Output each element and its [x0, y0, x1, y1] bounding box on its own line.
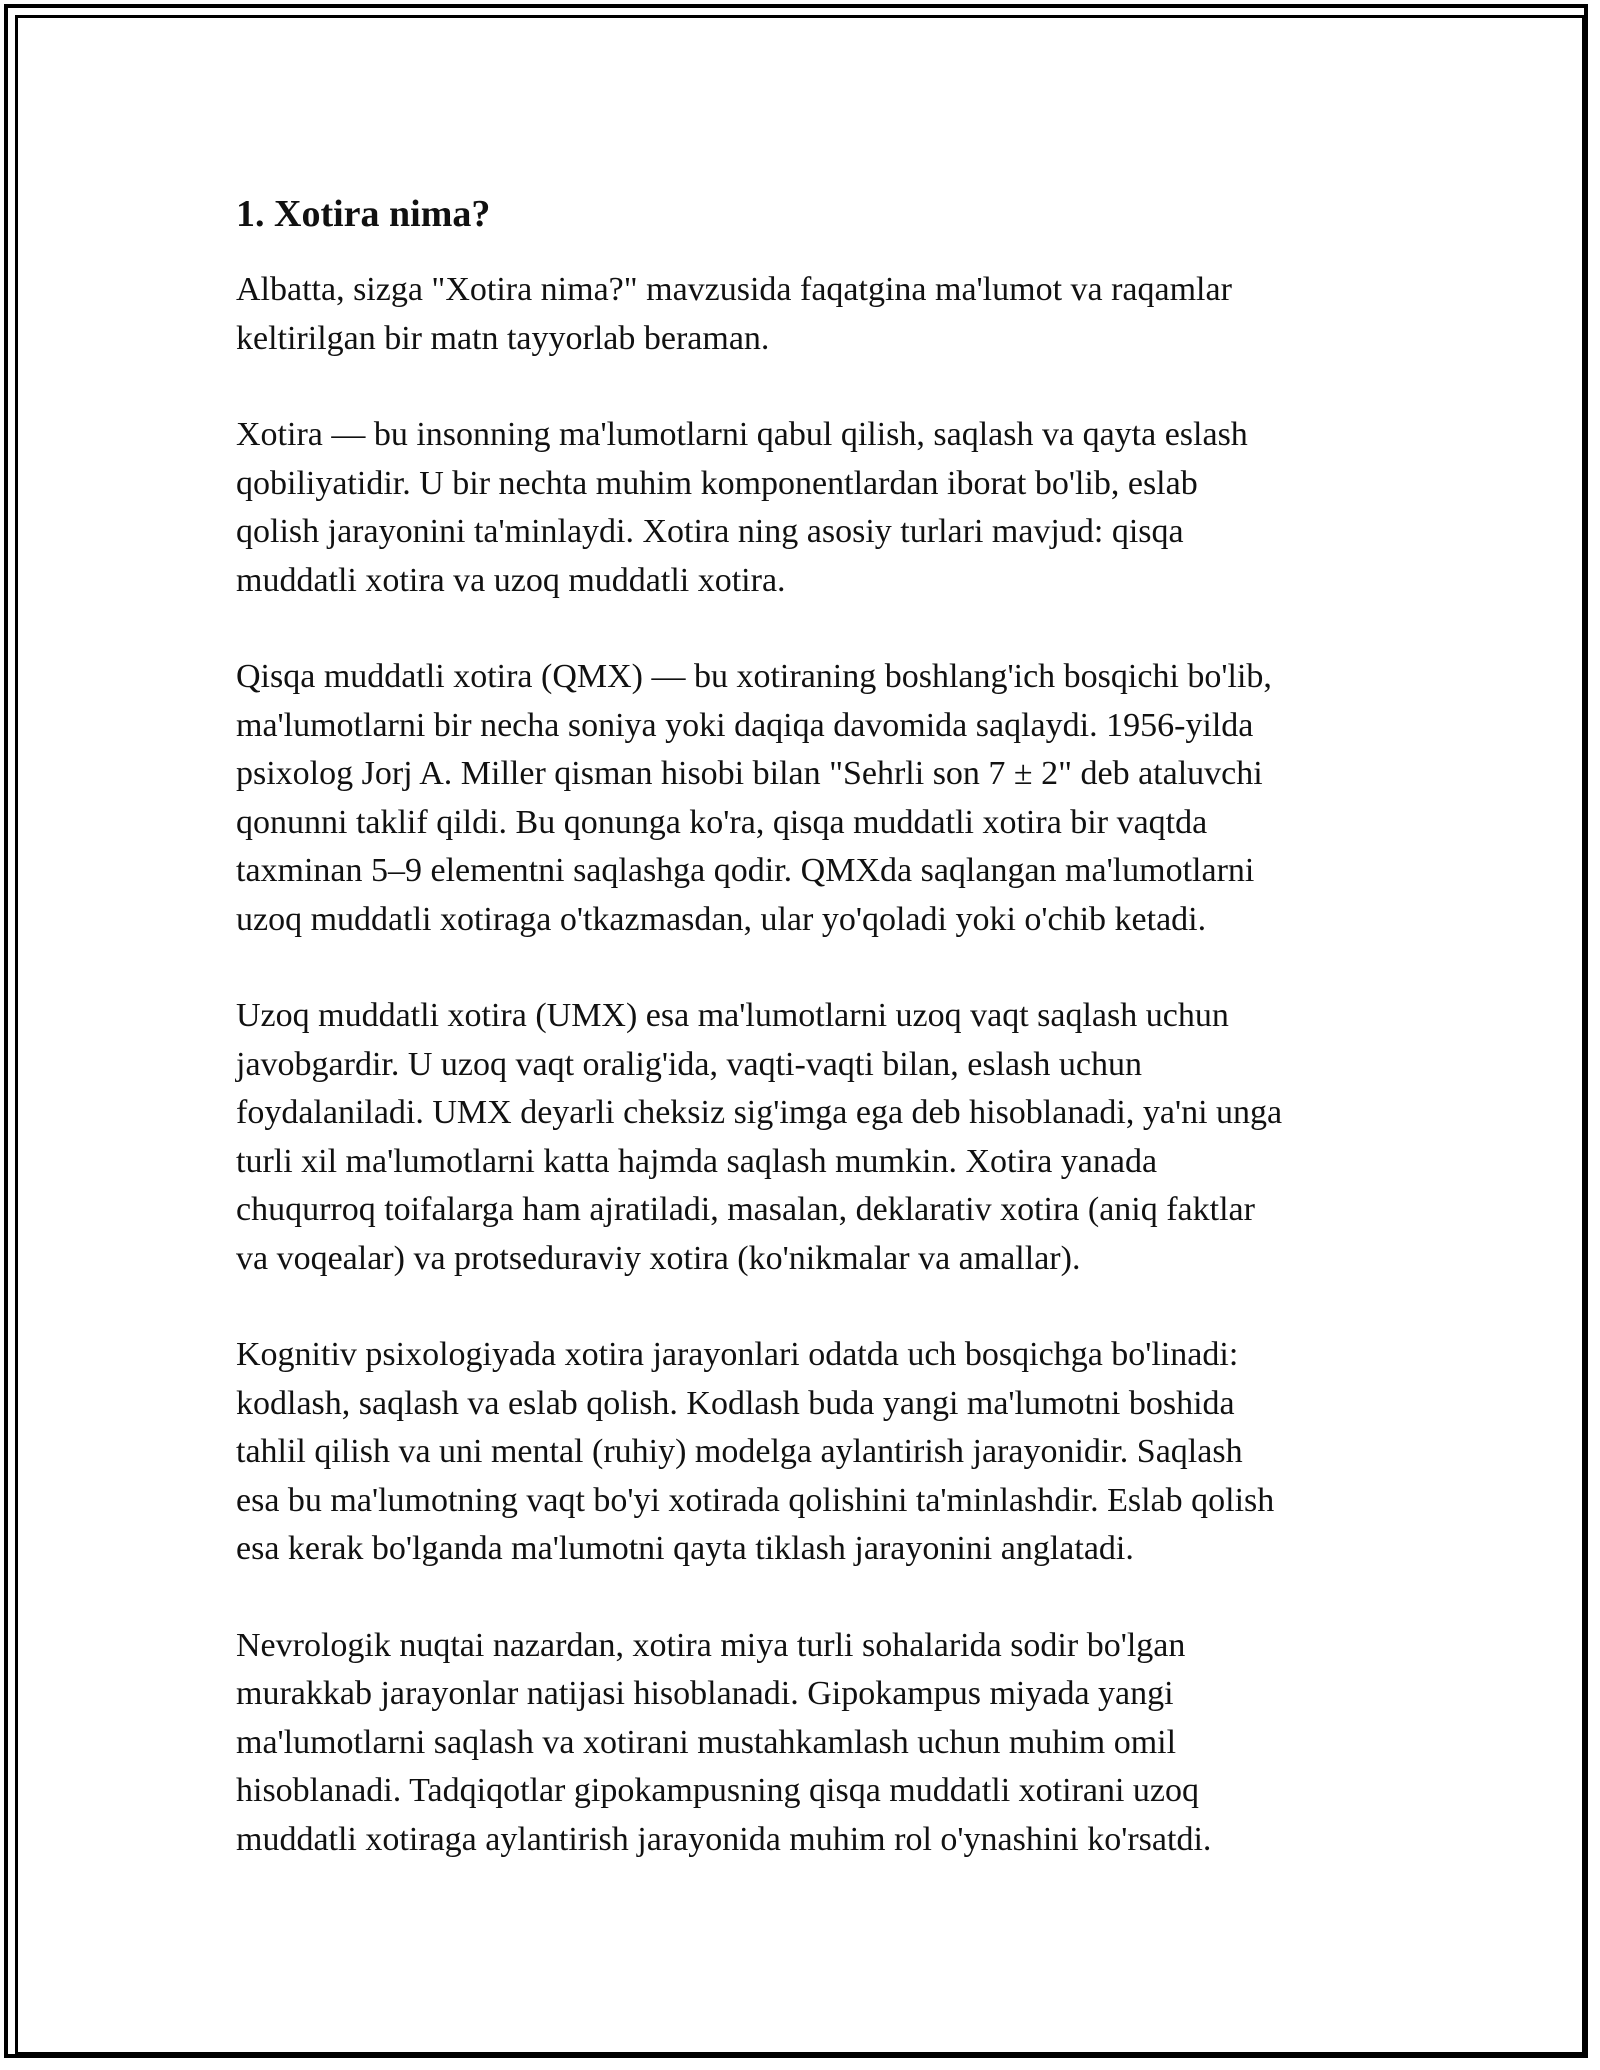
paragraph-definition: Xotira — bu insonning ma'lumotlarni qabul qilish, saqlash va qayta eslash qobiliyatidir. U bir nechta muhim komponentlardan iborat bo'lib, eslab qolish jarayonini ta'minlaydi. Xotira ning asosiy turlari mavjud: qisqa muddatli xotira va uzoq muddatli xotira.	[236, 416, 1248, 599]
paragraph-cognitive-stages: Kognitiv psixologiyada xotira jarayonlari odatda uch bosqichga bo'linadi: kodlash, saqlash va eslab qolish. Kodlash buda yangi ma'lumotni boshida tahlil qilish va uni mental (ruhiy) modelga aylantirish jarayonidir. Saqlash esa bu ma'lumotning vaqt bo'yi xotirada qolishini ta'minlashdir. Eslab qolish esa kerak bo'lganda ma'lumotni qayta tiklash jarayonini anglatadi.	[236, 1336, 1275, 1567]
document-title: 1. Xotira nima?	[236, 193, 491, 235]
paragraph-neurology: Nevrologik nuqtai nazardan, xotira miya turli sohalarida sodir bo'lgan murakkab jarayonlar natijasi hisoblanadi. Gipokampus miyada yangi ma'lumotlarni saqlash va xotirani mustahkamlash uchun muhim omil hisoblanadi. Tadqiqotlar gipokampusning qisqa muddatli xotirani uzoq muddatli xotiraga aylantirish jarayonida muhim rol o'ynashini ko'rsatdi.	[236, 1626, 1212, 1858]
paragraph-long-term-memory: Uzoq muddatli xotira (UMX) esa ma'lumotlarni uzoq vaqt saqlash uchun javobgardir. U uzoq vaqt oralig'ida, vaqti-vaqti bilan, eslash uchun foydalaniladi. UMX deyarli cheksiz sig'imga ega deb hisoblanadi, ya'ni unga turli xil ma'lumotlarni katta hajmda saqlash mumkin. Xotira yanada chuqurroq toifalarga ham ajratiladi, masalan, deklarativ xotira (aniq faktlar va voqealar) va protseduraviy xotira (ko'nikmalar va amallar).	[236, 997, 1283, 1277]
paragraph-intro: Albatta, sizga "Xotira nima?" mavzusida faqatgina ma'lumot va raqamlar keltirilgan bir matn tayyorlab beraman.	[236, 271, 1232, 357]
paragraph-short-term-memory: Qisqa muddatli xotira (QMX) — bu xotiraning boshlang'ich bosqichi bo'lib, ma'lumotlarni bir necha soniya yoki daqiqa davomida saqlaydi. 1956-yilda psixolog Jorj A. Miller qisman hisobi bilan "Sehrli son 7 ± 2" deb ataluvchi qonunni taklif qildi. Bu qonunga ko'ra, qisqa muddatli xotira bir vaqtda taxminan 5–9 elementni saqlashga qodir. QMXda saqlangan ma'lumotlarni uzoq muddatli xotiraga o'tkazmasdan, ular yo'qoladi yoki o'chib ketadi.	[236, 658, 1272, 938]
document-body	[236, 188, 1376, 1864]
